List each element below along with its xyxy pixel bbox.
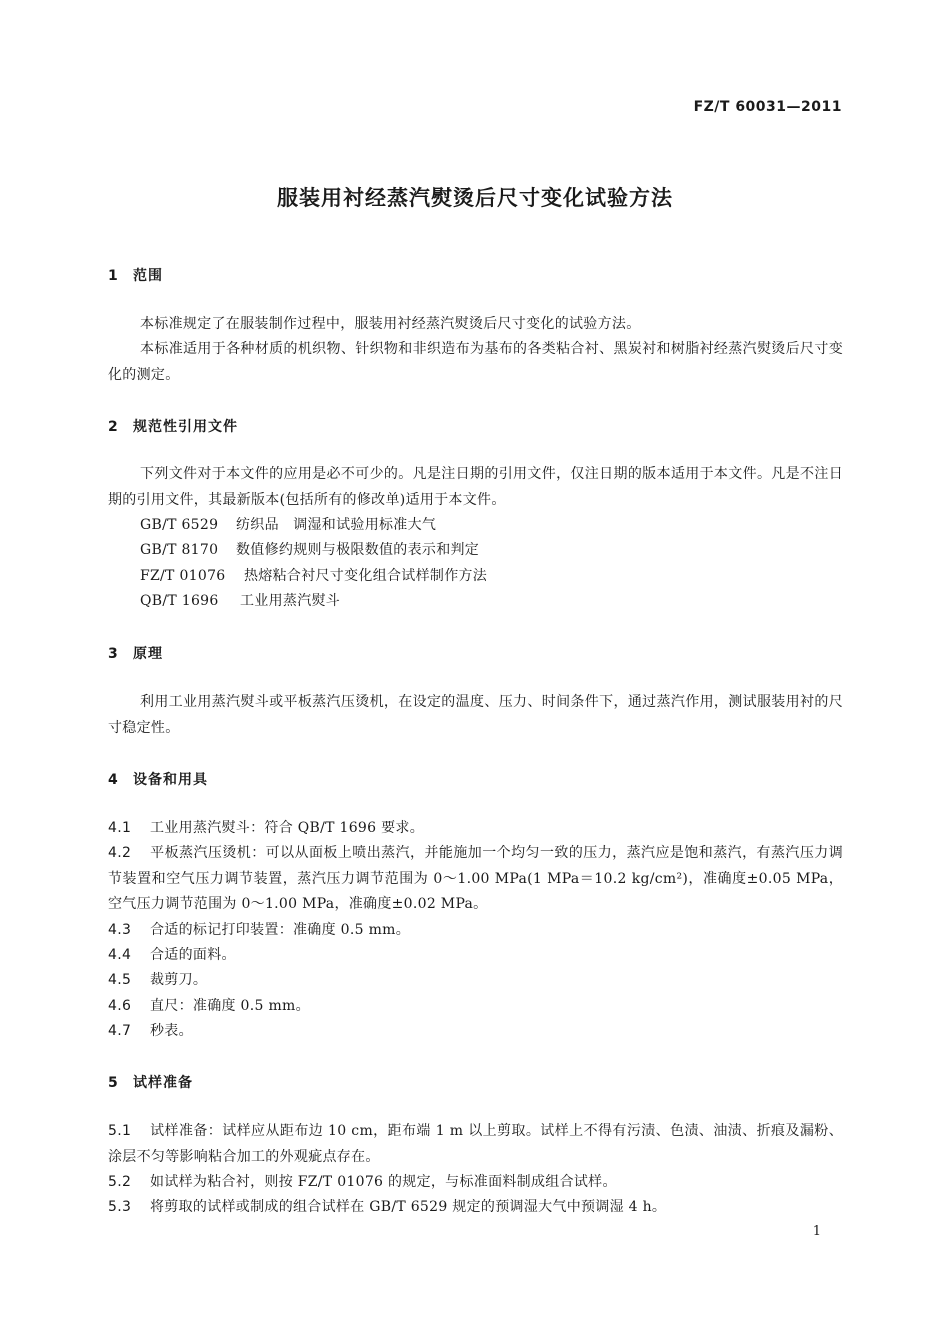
section-number: 1 bbox=[108, 268, 119, 284]
reference-name: 工业用蒸汽熨斗 bbox=[240, 593, 341, 609]
equipment-item bbox=[108, 816, 843, 842]
reference-item bbox=[140, 589, 340, 615]
reference-name: 纺织品 调湿和试验用标准大气 bbox=[236, 517, 437, 533]
reference-name: 数值修约规则与极限数值的表示和判定 bbox=[236, 542, 480, 558]
item-text: 合适的面料。 bbox=[150, 947, 236, 963]
item-number: 4.2 bbox=[108, 845, 132, 861]
equipment-item bbox=[108, 841, 843, 918]
section-4-heading bbox=[108, 769, 208, 789]
item-text: 合适的标记打印装置：准确度 0.5 mm。 bbox=[150, 922, 411, 938]
principle-paragraph: 利用工业用蒸汽熨斗或平板蒸汽压烫机，在设定的温度、压力、时间条件下，通过蒸汽作用，测试服装用衬的尺寸稳定性。 bbox=[108, 694, 843, 736]
reference-code: GB/T 8170 bbox=[140, 542, 219, 558]
sample-prep-item bbox=[108, 1170, 843, 1196]
item-number: 5.1 bbox=[108, 1123, 132, 1139]
item-number: 4.1 bbox=[108, 820, 132, 836]
item-text: 直尺：准确度 0.5 mm。 bbox=[150, 998, 310, 1014]
equipment-item bbox=[108, 994, 843, 1020]
equipment-item bbox=[108, 943, 843, 969]
section-3-heading bbox=[108, 643, 163, 663]
sample-prep-item bbox=[108, 1119, 843, 1170]
section-title: 试样准备 bbox=[133, 1075, 193, 1091]
item-number: 4.3 bbox=[108, 922, 132, 938]
reference-code: QB/T 1696 bbox=[140, 593, 219, 609]
equipment-item bbox=[108, 1019, 843, 1045]
scope-paragraph-1: 本标准规定了在服装制作过程中，服装用衬经蒸汽熨烫后尺寸变化的试验方法。 bbox=[140, 316, 641, 332]
item-text: 平板蒸汽压烫机：可以从面板上喷出蒸汽，并能施加一个均匀一致的压力，蒸汽应是饱和蒸汽，有蒸汽压力调节装置和空气压力调节装置，蒸汽压力调节范围为 0～1.00 MPa(1 MPa＝10.2 kg/cm²)，准确度±0.05 MPa，空气压力调节范围为 0～1.00 MPa，准确度±0.02 MPa。 bbox=[108, 845, 843, 912]
reference-code: GB/T 6529 bbox=[140, 517, 219, 533]
reference-code: FZ/T 01076 bbox=[140, 568, 226, 584]
section-title: 规范性引用文件 bbox=[133, 419, 238, 435]
section-1-heading bbox=[108, 265, 163, 285]
reference-item bbox=[140, 513, 436, 539]
standard-code: FZ/T 60031—2011 bbox=[693, 99, 842, 115]
item-text: 工业用蒸汽熨斗：符合 QB/T 1696 要求。 bbox=[150, 820, 424, 836]
section-number: 5 bbox=[108, 1075, 119, 1091]
reference-item bbox=[140, 538, 479, 564]
section-title: 设备和用具 bbox=[133, 772, 208, 788]
sample-prep-item bbox=[108, 1195, 843, 1221]
item-number: 4.7 bbox=[108, 1023, 132, 1039]
section-2-heading bbox=[108, 416, 238, 436]
section-5-heading bbox=[108, 1072, 193, 1092]
equipment-item bbox=[108, 918, 843, 944]
section-title: 范围 bbox=[133, 268, 163, 284]
item-number: 5.2 bbox=[108, 1174, 132, 1190]
reference-item bbox=[140, 564, 487, 590]
page-number: 1 bbox=[812, 1224, 821, 1239]
item-text: 将剪取的试样或制成的组合试样在 GB/T 6529 规定的预调湿大气中预调湿 4 h。 bbox=[150, 1199, 667, 1215]
document-title: 服装用衬经蒸汽熨烫后尺寸变化试验方法 bbox=[277, 186, 673, 210]
scope-paragraph-2: 本标准适用于各种材质的机织物、针织物和非织造布为基布的各类粘合衬、黑炭衬和树脂衬经蒸汽熨烫后尺寸变化的测定。 bbox=[108, 341, 843, 383]
item-text: 试样准备：试样应从距布边 10 cm，距布端 1 m 以上剪取。试样上不得有污渍、色渍、油渍、折痕及漏粉、涂层不匀等影响粘合加工的外观疵点存在。 bbox=[108, 1123, 843, 1165]
section-number: 3 bbox=[108, 646, 119, 662]
item-text: 秒表。 bbox=[150, 1023, 193, 1039]
item-number: 4.4 bbox=[108, 947, 132, 963]
reference-name: 热熔粘合衬尺寸变化组合试样制作方法 bbox=[244, 568, 488, 584]
item-number: 4.6 bbox=[108, 998, 132, 1014]
section-number: 2 bbox=[108, 419, 119, 435]
item-number: 5.3 bbox=[108, 1199, 132, 1215]
normative-paragraph: 下列文件对于本文件的应用是必不可少的。凡是注日期的引用文件，仅注日期的版本适用于本文件。凡是不注日期的引用文件，其最新版本(包括所有的修改单)适用于本文件。 bbox=[108, 466, 843, 508]
equipment-item bbox=[108, 968, 843, 994]
item-text: 如试样为粘合衬，则按 FZ/T 01076 的规定，与标准面料制成组合试样。 bbox=[150, 1174, 617, 1190]
section-title: 原理 bbox=[133, 646, 163, 662]
section-number: 4 bbox=[108, 772, 119, 788]
item-text: 裁剪刀。 bbox=[150, 972, 208, 988]
item-number: 4.5 bbox=[108, 972, 132, 988]
